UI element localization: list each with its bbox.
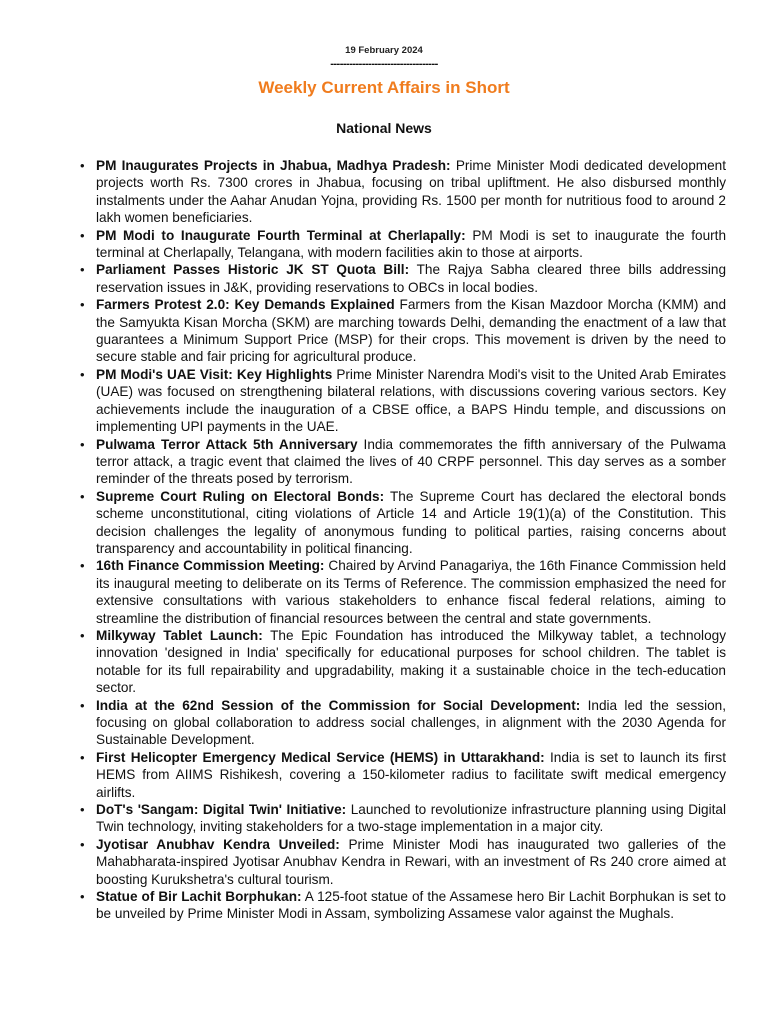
document-date: 19 February 2024 — [345, 45, 423, 56]
news-body: The Epic Foundation has introduced the Milkyway tablet, a technology innovation 'designed in India' specifically for educational purposes for school children. The tablet is notable for its full repairability and upgradability, making it a sustainable choice in the tech-education sector. — [96, 627, 726, 696]
news-body: A 125-foot statue of the Assamese hero Bir Lachit Borphukan is set to be unveiled by Prime Minister Modi in Assam, symbolizing Assamese valor against the Mughals. — [96, 889, 726, 922]
news-item — [80, 227, 727, 262]
news-body: India is set to launch its first HEMS from AIIMS Rishikesh, covering a 150-kilometer radius to facilitate swift medical emergency airlifts. — [96, 749, 726, 800]
news-headline: PM Modi to Inaugurate Fourth Terminal at Cherlapally: — [96, 227, 466, 243]
header-divider: ---------------------------------- — [330, 58, 438, 70]
news-headline: 16th Finance Commission Meeting: — [96, 558, 325, 574]
news-headline: Milkyway Tablet Launch: — [96, 627, 263, 643]
news-body: Prime Minister Modi has inaugurated two galleries of the Mahabharata-inspired Jyotisar Anubhav Kendra in Rewari, with an investment of Rs 240 crore aimed at boosting Kurukshetra's cultural tourism. — [96, 836, 727, 887]
news-headline: Farmers Protest 2.0: Key Demands Explained — [96, 297, 395, 313]
news-body: PM Modi is set to inaugurate the fourth terminal at Cherlapally, Telangana, with modern facilities akin to those at airports. — [96, 227, 727, 261]
news-headline: Jyotisar Anubhav Kendra Unveiled: — [96, 836, 340, 852]
news-headline: India at the 62nd Session of the Commission for Social Development: — [96, 697, 581, 713]
bullet-icon: • — [80, 262, 85, 278]
bullet-icon: • — [80, 558, 85, 574]
news-body: India led the session, focusing on global collaboration to address social challenges, in alignment with the 2030 Agenda for Sustainable Development. — [96, 697, 726, 748]
bullet-icon: • — [80, 227, 85, 243]
news-body: Launched to revolutionize infrastructure planning using Digital Twin technology, inviting stakeholders for a two-stage implementation in a major city. — [96, 802, 726, 835]
bullet-icon: • — [80, 436, 85, 452]
news-item — [80, 261, 727, 296]
news-item — [80, 436, 726, 488]
news-body: India commemorates the fifth anniversary of the Pulwama terror attack, a tragic event that claimed the lives of 40 CRPF personnel. This day serves as a somber reminder of the threats posed by terrorism. — [96, 436, 726, 487]
news-item — [80, 157, 726, 227]
bullet-icon: • — [80, 697, 85, 713]
news-item — [80, 557, 727, 627]
news-body: The Rajya Sabha cleared three bills addressing reservation issues in J&K, providing reservations to OBCs in local bodies. — [96, 262, 727, 295]
bullet-icon: • — [80, 836, 85, 852]
news-item — [80, 697, 726, 749]
document-title: Weekly Current Affairs in Short — [258, 78, 510, 97]
news-item — [80, 296, 727, 366]
bullet-icon: • — [80, 297, 85, 313]
news-item — [80, 749, 726, 801]
news-item — [80, 836, 727, 888]
news-body: The Supreme Court has declared the electoral bonds scheme unconstitutional, citing violations of Article 14 and Article 19(1)(a) of the Constitution. This decision challenges the legality of anonymous funding to political parties, raising concerns about transparency and accountability in political financing. — [96, 488, 727, 556]
bullet-icon: • — [80, 802, 85, 818]
news-headline: First Helicopter Emergency Medical Service (HEMS) in Uttarakhand: — [96, 749, 545, 765]
bullet-icon: • — [80, 749, 85, 765]
news-headline: DoT's 'Sangam: Digital Twin' Initiative: — [96, 802, 347, 818]
bullet-icon: • — [80, 627, 85, 643]
news-headline: Supreme Court Ruling on Electoral Bonds: — [96, 488, 385, 504]
news-headline: PM Inaugurates Projects in Jhabua, Madhya Pradesh: — [96, 158, 451, 173]
news-list — [80, 157, 727, 923]
news-headline: Pulwama Terror Attack 5th Anniversary — [96, 436, 358, 452]
news-body: Prime Minister Narendra Modi's visit to the United Arab Emirates (UAE) was focused on strengthening bilateral relations, with discussions covering various sectors. Key achievements include the inauguration of a CBSE office, a BAPS Hindu temple, and discussions on implementing UPI payments in the UAE. — [96, 366, 726, 435]
news-item — [80, 888, 726, 923]
news-item — [80, 627, 726, 697]
news-body: Prime Minister Modi dedicated development projects worth Rs. 7300 crores in Jhabua, focusing on tribal upliftment. He also disbursed monthly instalments under the Aahar Anudan Yojna, providing Rs. 1500 per month for nutritious food to around 2 lakh women beneficiaries. — [96, 158, 726, 226]
news-item — [80, 366, 726, 436]
news-item — [80, 801, 726, 836]
news-headline: Statue of Bir Lachit Borphukan: — [96, 889, 302, 905]
news-headline: Parliament Passes Historic JK ST Quota Bill: — [96, 262, 410, 278]
section-heading: National News — [336, 120, 432, 136]
news-body: Chaired by Arvind Panagariya, the 16th Finance Commission held its inaugural meeting to deliberate on its Terms of Reference. The commission emphasized the need for extensive consultations with various stakeholders to enhance fiscal federal relations, aiming to streamline the distribution of financial resources between the central and state governments. — [96, 558, 727, 626]
bullet-icon: • — [80, 488, 85, 504]
news-item — [80, 488, 727, 558]
bullet-icon: • — [80, 366, 85, 382]
news-body: Farmers from the Kisan Mazdoor Morcha (KMM) and the Samyukta Kisan Morcha (SKM) are marching towards Delhi, demanding the enactment of a law that guarantees a Minimum Support Price (MSP) for their crops. This movement is driven by the need to secure stable and fair pricing for agricultural produce. — [96, 297, 727, 365]
bullet-icon: • — [80, 158, 85, 173]
bullet-icon: • — [80, 889, 85, 905]
news-headline: PM Modi's UAE Visit: Key Highlights — [96, 366, 333, 382]
